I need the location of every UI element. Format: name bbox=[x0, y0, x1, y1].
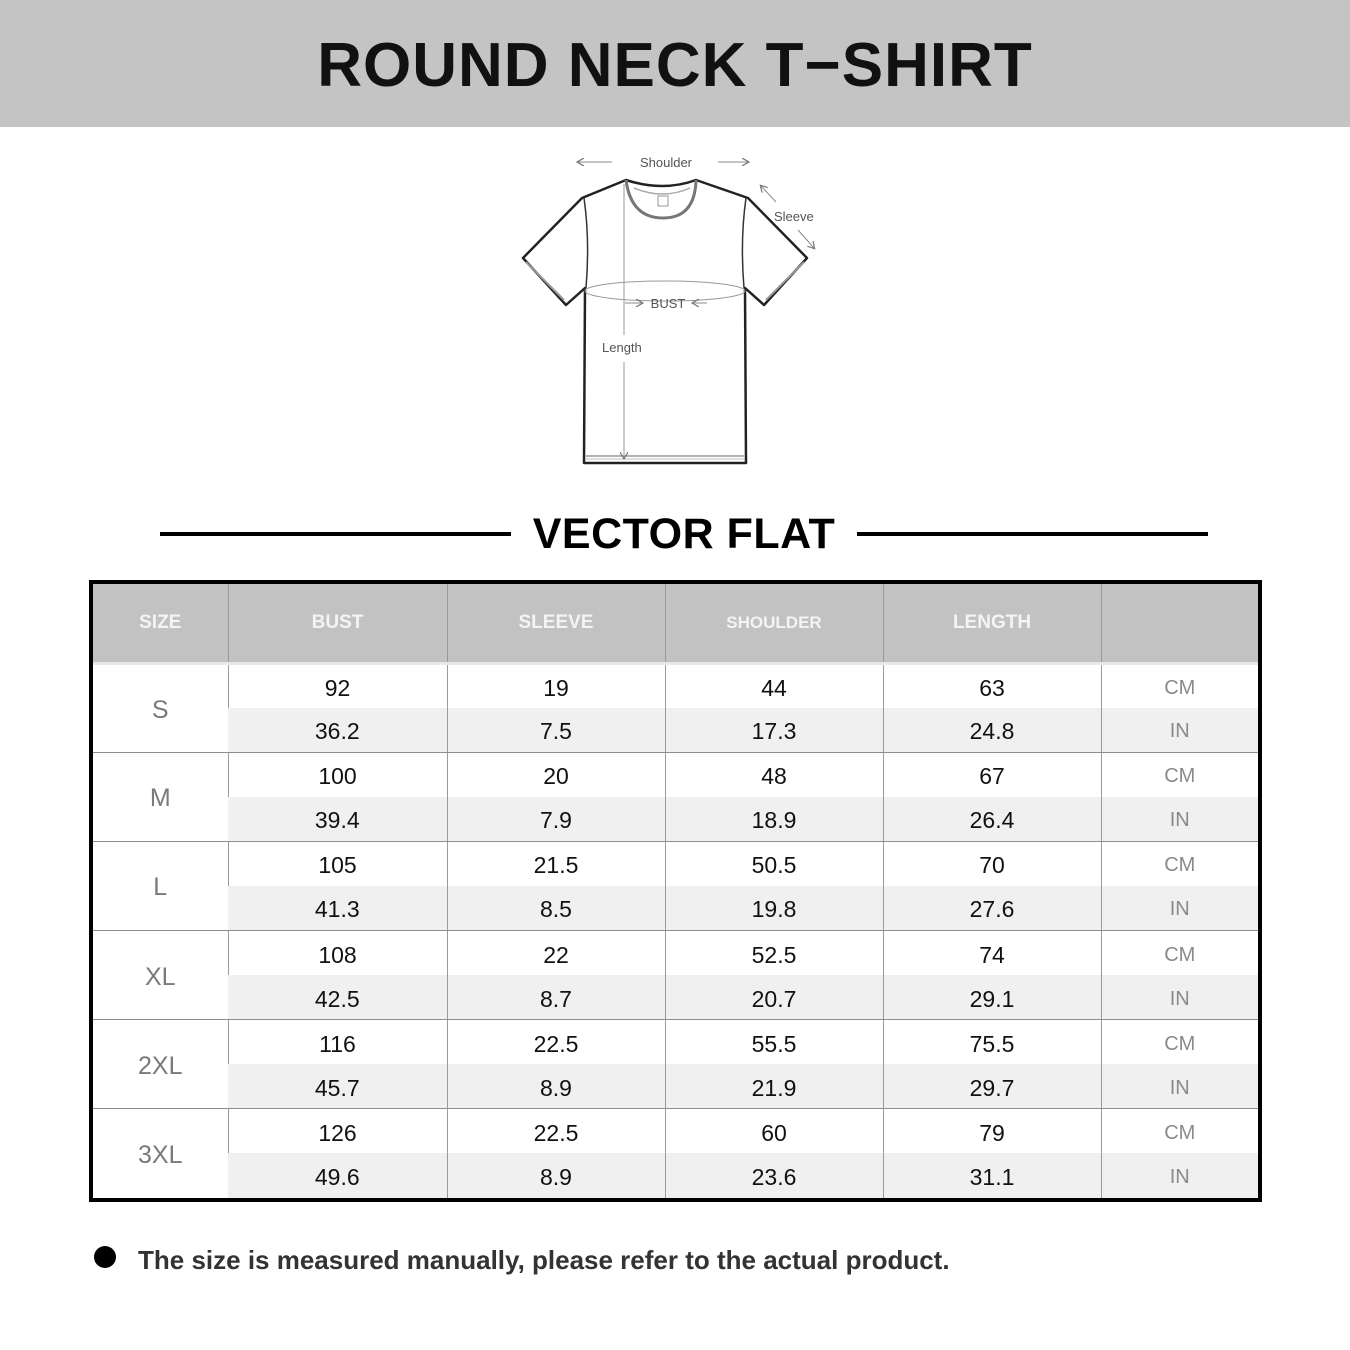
shoulder-cm: 50.5 bbox=[665, 841, 883, 886]
length-cm: 67 bbox=[883, 752, 1101, 797]
unit-cm: CM bbox=[1101, 663, 1258, 708]
bust-in: 41.3 bbox=[228, 886, 447, 931]
tshirt-icon bbox=[500, 140, 830, 480]
table-header-row bbox=[93, 584, 1258, 663]
table-row-l-in bbox=[93, 886, 1258, 931]
title-banner bbox=[0, 0, 1350, 127]
table-row-2xl-in bbox=[93, 1064, 1258, 1109]
size-label: 3XL bbox=[93, 1109, 228, 1198]
divider-right bbox=[857, 532, 1208, 536]
sleeve-cm: 22.5 bbox=[447, 1109, 665, 1154]
length-cm: 74 bbox=[883, 930, 1101, 975]
bust-cm: 100 bbox=[228, 752, 447, 797]
table-row-s-in bbox=[93, 708, 1258, 753]
column-header-shoulder: SHOULDER bbox=[665, 584, 883, 663]
table-row-m-cm bbox=[93, 752, 1258, 797]
shoulder-cm: 55.5 bbox=[665, 1020, 883, 1065]
sleeve-in: 8.7 bbox=[447, 975, 665, 1020]
length-in: 29.7 bbox=[883, 1064, 1101, 1109]
unit-cm: CM bbox=[1101, 752, 1258, 797]
shoulder-in: 19.8 bbox=[665, 886, 883, 931]
shoulder-in: 17.3 bbox=[665, 708, 883, 753]
section-heading bbox=[160, 505, 1208, 563]
tshirt-measurement-diagram bbox=[500, 140, 830, 480]
size-label: M bbox=[93, 752, 228, 841]
length-cm: 79 bbox=[883, 1109, 1101, 1154]
unit-cm: CM bbox=[1101, 1109, 1258, 1154]
size-label: 2XL bbox=[93, 1020, 228, 1109]
size-label: L bbox=[93, 841, 228, 930]
length-cm: 75.5 bbox=[883, 1020, 1101, 1065]
sleeve-label: Sleeve bbox=[774, 209, 814, 224]
table-row-3xl-in bbox=[93, 1153, 1258, 1198]
shoulder-cm: 44 bbox=[665, 663, 883, 708]
bust-label: BUST bbox=[650, 296, 686, 311]
length-in: 27.6 bbox=[883, 886, 1101, 931]
unit-cm: CM bbox=[1101, 930, 1258, 975]
table-row-m-in bbox=[93, 797, 1258, 842]
sleeve-in: 8.5 bbox=[447, 886, 665, 931]
shoulder-in: 20.7 bbox=[665, 975, 883, 1020]
length-in: 26.4 bbox=[883, 797, 1101, 842]
length-in: 29.1 bbox=[883, 975, 1101, 1020]
bust-cm: 126 bbox=[228, 1109, 447, 1154]
unit-in: IN bbox=[1101, 886, 1258, 931]
bust-cm: 108 bbox=[228, 930, 447, 975]
sleeve-in: 7.5 bbox=[447, 708, 665, 753]
unit-in: IN bbox=[1101, 1064, 1258, 1109]
page-title: ROUND NECK T−SHIRT bbox=[317, 31, 1033, 100]
unit-in: IN bbox=[1101, 797, 1258, 842]
footnote-text: The size is measured manually, please refer to the actual product. bbox=[138, 1244, 950, 1275]
sleeve-in: 8.9 bbox=[447, 1153, 665, 1198]
unit-in: IN bbox=[1101, 708, 1258, 753]
bullet-icon bbox=[94, 1246, 116, 1268]
sleeve-in: 7.9 bbox=[447, 797, 665, 842]
bust-in: 39.4 bbox=[228, 797, 447, 842]
length-cm: 70 bbox=[883, 841, 1101, 886]
sleeve-cm: 20 bbox=[447, 752, 665, 797]
unit-in: IN bbox=[1101, 1153, 1258, 1198]
bust-in: 49.6 bbox=[228, 1153, 447, 1198]
column-header-bust: BUST bbox=[228, 584, 447, 663]
shoulder-in: 18.9 bbox=[665, 797, 883, 842]
divider-left bbox=[160, 532, 511, 536]
table-row-s-cm bbox=[93, 663, 1258, 708]
bust-in: 45.7 bbox=[228, 1064, 447, 1109]
size-label: XL bbox=[93, 930, 228, 1019]
column-header-size: SIZE bbox=[93, 584, 228, 663]
sleeve-cm: 22.5 bbox=[447, 1020, 665, 1065]
length-in: 31.1 bbox=[883, 1153, 1101, 1198]
length-label: Length bbox=[602, 340, 642, 355]
table-row-xl-in bbox=[93, 975, 1258, 1020]
length-cm: 63 bbox=[883, 663, 1101, 708]
unit-in: IN bbox=[1101, 975, 1258, 1020]
shoulder-cm: 52.5 bbox=[665, 930, 883, 975]
bust-cm: 105 bbox=[228, 841, 447, 886]
table-row-2xl-cm bbox=[93, 1020, 1258, 1065]
unit-cm: CM bbox=[1101, 1020, 1258, 1065]
table-row-l-cm bbox=[93, 841, 1258, 886]
sleeve-cm: 19 bbox=[447, 663, 665, 708]
column-header-length: LENGTH bbox=[883, 584, 1101, 663]
unit-cm: CM bbox=[1101, 841, 1258, 886]
size-table bbox=[93, 584, 1258, 1198]
bust-cm: 92 bbox=[228, 663, 447, 708]
column-header-sleeve: SLEEVE bbox=[447, 584, 665, 663]
size-label: S bbox=[93, 663, 228, 752]
shoulder-in: 23.6 bbox=[665, 1153, 883, 1198]
sleeve-cm: 21.5 bbox=[447, 841, 665, 886]
section-title: VECTOR FLAT bbox=[532, 509, 836, 558]
shoulder-cm: 48 bbox=[665, 752, 883, 797]
column-header-unit bbox=[1101, 584, 1258, 663]
sleeve-cm: 22 bbox=[447, 930, 665, 975]
table-row-3xl-cm bbox=[93, 1109, 1258, 1154]
size-chart-table bbox=[89, 580, 1262, 1202]
footnote bbox=[94, 1240, 950, 1280]
bust-cm: 116 bbox=[228, 1020, 447, 1065]
shoulder-cm: 60 bbox=[665, 1109, 883, 1154]
sleeve-in: 8.9 bbox=[447, 1064, 665, 1109]
bust-in: 42.5 bbox=[228, 975, 447, 1020]
shoulder-label: Shoulder bbox=[639, 155, 693, 170]
length-in: 24.8 bbox=[883, 708, 1101, 753]
shoulder-in: 21.9 bbox=[665, 1064, 883, 1109]
table-row-xl-cm bbox=[93, 930, 1258, 975]
bust-in: 36.2 bbox=[228, 708, 447, 753]
